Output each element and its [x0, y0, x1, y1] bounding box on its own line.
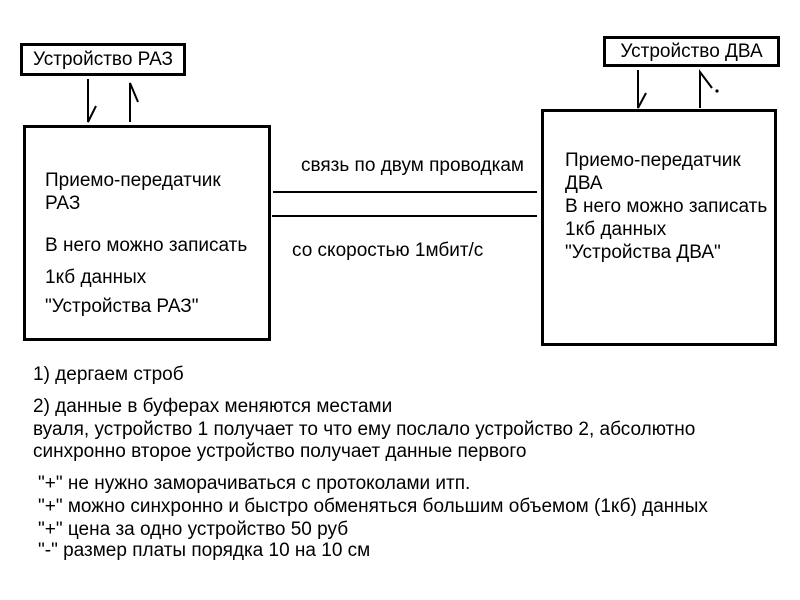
down-arrow-icon: [88, 79, 96, 122]
transceiver-two-line: В него можно записать: [565, 196, 768, 217]
link-label-bottom: со скоростью 1мбит/с: [292, 240, 484, 261]
device-two-box: [603, 36, 780, 67]
transceiver-one-line: РАЗ: [45, 193, 81, 214]
up-arrow-icon: [130, 83, 138, 122]
down-arrow-icon: [638, 70, 646, 108]
pros-cons-item: "+" цена за одно устройство 50 руб: [38, 519, 349, 540]
transceiver-two-line: Приемо-передатчик: [565, 150, 741, 171]
pros-cons-item: "+" можно синхронно и быстро обменяться большим объемом (1кб) данных: [38, 496, 708, 517]
device-one-box: [20, 43, 186, 76]
link-label-top: связь по двум проводкам: [301, 155, 524, 176]
note-step: 2) данные в буферах меняются местами: [33, 396, 393, 417]
up-arrow-icon: [700, 72, 712, 108]
transceiver-two-line: 1кб данных: [565, 219, 667, 240]
device-one-label: Устройство РАЗ: [32, 48, 173, 70]
note-step: вуаля, устройство 1 получает то что ему послало устройство 2, абсолютно: [33, 419, 696, 440]
transceiver-two-line: "Устройства ДВА": [565, 242, 721, 263]
note-step: синхронно второе устройство получает данные первого: [33, 441, 527, 462]
transceiver-one-line: 1кб данных: [45, 267, 147, 288]
note-step: 1) дергаем строб: [33, 364, 184, 385]
transceiver-one-box: [23, 125, 271, 341]
link-wire-bottom: [272, 215, 537, 217]
transceiver-two-box: [541, 109, 777, 346]
transceiver-one-line: Приемо-передатчик: [45, 170, 221, 191]
stray-dot: [715, 89, 718, 92]
link-wire-top: [273, 191, 537, 193]
pros-cons-item: "+" не нужно заморачиваться с протоколами итп.: [38, 473, 471, 494]
transceiver-two-line: ДВА: [565, 173, 603, 194]
pros-cons-item: "-" размер платы порядка 10 на 10 см: [38, 540, 371, 561]
transceiver-one-line: "Устройства РАЗ": [45, 296, 199, 317]
transceiver-one-line: В него можно записать: [45, 235, 248, 256]
device-two-label: Устройство ДВА: [620, 40, 763, 62]
